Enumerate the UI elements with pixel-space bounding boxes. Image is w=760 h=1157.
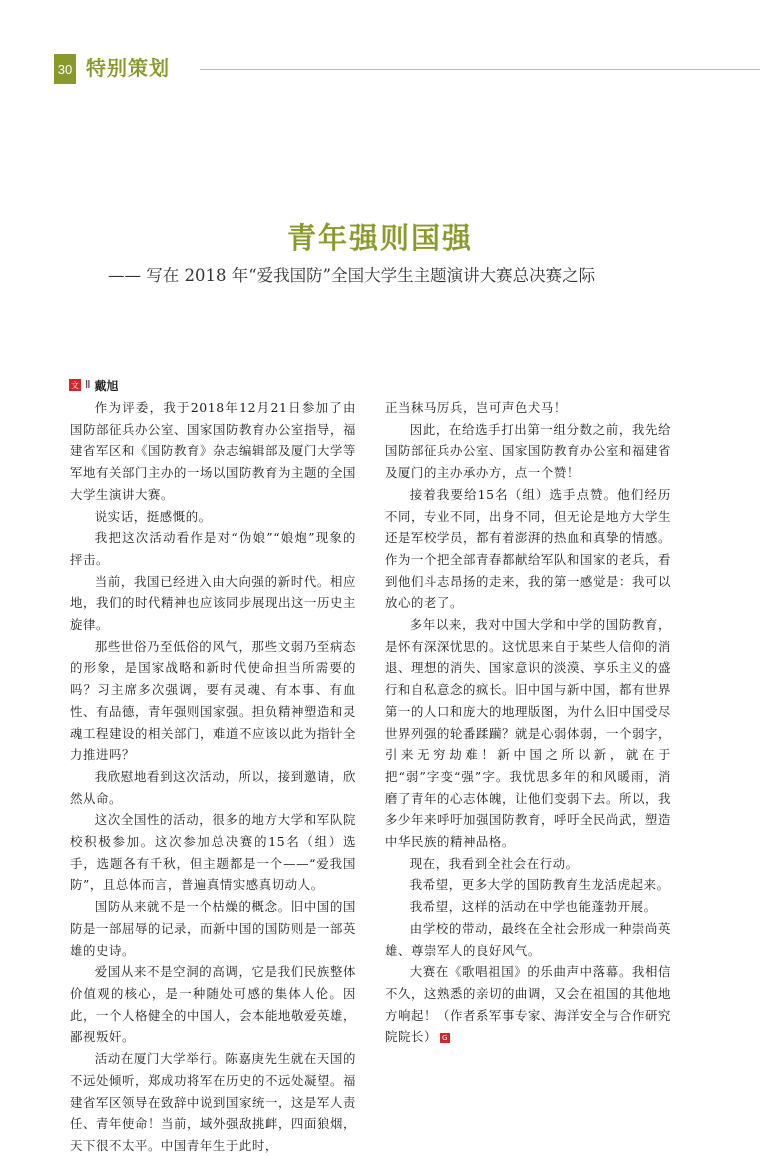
paragraph: 我欣慰地看到这次活动，所以，接到邀请，欣然从命。 xyxy=(70,768,356,806)
author-name: 戴旭 xyxy=(94,378,119,393)
paragraph: 那些世俗乃至低俗的风气，那些文弱乃至病态的形象，是国家战略和新时代使命担当所需要的吗？习主席多次强调，要有灵魂、有本事、有血性、有品德，青年强则国家强。担负精神塑造和灵魂工程建设的相关部门，难道不应该以此为指针全力推进吗？ xyxy=(70,638,356,763)
paragraph: 作为评委，我于2018年12月21日参加了由国防部征兵办公室、国家国防教育办公室指导，福建省军区和《国防教育》杂志编辑部及厦门大学等军地有关部门主办的一场以国防教育为主题的全国大学生演讲大赛。 xyxy=(70,400,356,502)
article-title: 青年强则国强 xyxy=(286,223,473,255)
author-byline xyxy=(69,377,119,393)
paragraph: 接着我要给15名（组）选手点赞。他们经历不同，专业不同，出身不同，但无论是地方大学生还是军校学员，都有着澎湃的热血和真挚的情感。作为一个把全部青春都献给军队和国家的老兵，看到他们斗志昂扬的走来，我的第一感觉是：我可以放心的老了。 xyxy=(385,486,671,611)
paragraph: 爱国从来不是空洞的高调，它是我们民族整体价值观的核心，是一种随处可感的集体人伦。因此，一个人格健全的中国人，会本能地敬爱英雄，鄙视叛奸。 xyxy=(70,964,356,1045)
section-title: 特别策划 xyxy=(86,58,170,80)
paragraph: 我把这次活动看作是对“伪娘”“娘炮”现象的抨击。 xyxy=(70,530,356,567)
paragraph-continuation: 正当秣马厉兵，岂可声色犬马！ xyxy=(385,400,567,415)
right-column xyxy=(385,397,671,1048)
paragraph: 活动在厦门大学举行。陈嘉庚先生就在天国的不远处倾听，郑成功将军在历史的不远处凝望。福建省军区领导在致辞中说到国家统一，这是军人责任、青年使命！当前，域外强敌挑衅，四面狼烟，天下很不太平。中国青年生于此时， xyxy=(70,1051,356,1153)
paragraph: 由学校的带动，最终在全社会形成一种崇尚英雄、尊崇军人的良好风气。 xyxy=(385,920,671,958)
paragraph: 这次全国性的活动，很多的地方大学和军队院校积极参加。这次参加总决赛的15名（组）选手，选题各有千秋，但主题都是一个——“爱我国防”，且总体而言，普遍真情实感真切动人。 xyxy=(70,812,356,893)
page-header xyxy=(54,54,760,84)
paragraph: 因此，在给选手打出第一组分数之前，我先给国防部征兵办公室、国家国防教育办公室和福建省及厦门的主办承办方，点一个赞！ xyxy=(385,421,671,481)
article-subtitle: —— 写在 2018 年“爱我国防”全国大学生主题演讲大赛总决赛之际 xyxy=(108,266,596,285)
paragraph: 我希望，更多大学的国防教育生龙活虎起来。 xyxy=(409,877,670,893)
paragraph: 国防从来就不是一个枯燥的概念。旧中国的国防是一部屈辱的记录，而新中国的国防则是一部英雄的史诗。 xyxy=(70,899,356,958)
header-rule xyxy=(200,69,760,70)
paragraph: 说实话，挺感慨的。 xyxy=(94,508,212,524)
final-paragraph xyxy=(385,961,671,1048)
author-separator: ‖ xyxy=(85,379,91,391)
paragraph: 多年以来，我对中国大学和中学的国防教育，是怀有深深忧思的。这忧思来自于某些人信仰的消退、理想的消失、国家意识的淡漠、享乐主义的盛行和自私意念的疯长。旧中国与新中国，都有世界第一的人口和庞大的地理版图，为什么旧中国受尽世界列强的轮番蹂躏？就是心弱体弱，一个弱字，引来无穷劫难！新中国之所以新，就在于把“弱”字变“强”字。我忧思多年的和风暖雨，消磨了青年的心志体魄，让他们变弱下去。所以，我多少年来呼吁加强国防教育，呼吁全民尚武，塑造中华民族的精神品格。 xyxy=(385,617,671,850)
author-icon: 文 xyxy=(71,380,79,390)
left-column xyxy=(70,397,356,1157)
end-mark-icon: G xyxy=(441,1033,448,1042)
paragraph: 现在，我看到全社会在行动。 xyxy=(409,855,579,871)
paragraph: 我希望，这样的活动在中学也能蓬勃开展。 xyxy=(409,899,657,915)
page-number: 30 xyxy=(54,54,76,84)
final-paragraph-text: 大赛在《歌唱祖国》的乐曲声中落幕。我相信不久，这熟悉的亲切的曲调，又会在祖国的其他地方响起！（作者系军事专家、海洋安全与合作研究院院长） xyxy=(385,964,671,1045)
paragraph: 当前，我国已经进入由大向强的新时代。相应地，我们的时代精神也应该同步展现出这一历史主旋律。 xyxy=(70,573,356,633)
